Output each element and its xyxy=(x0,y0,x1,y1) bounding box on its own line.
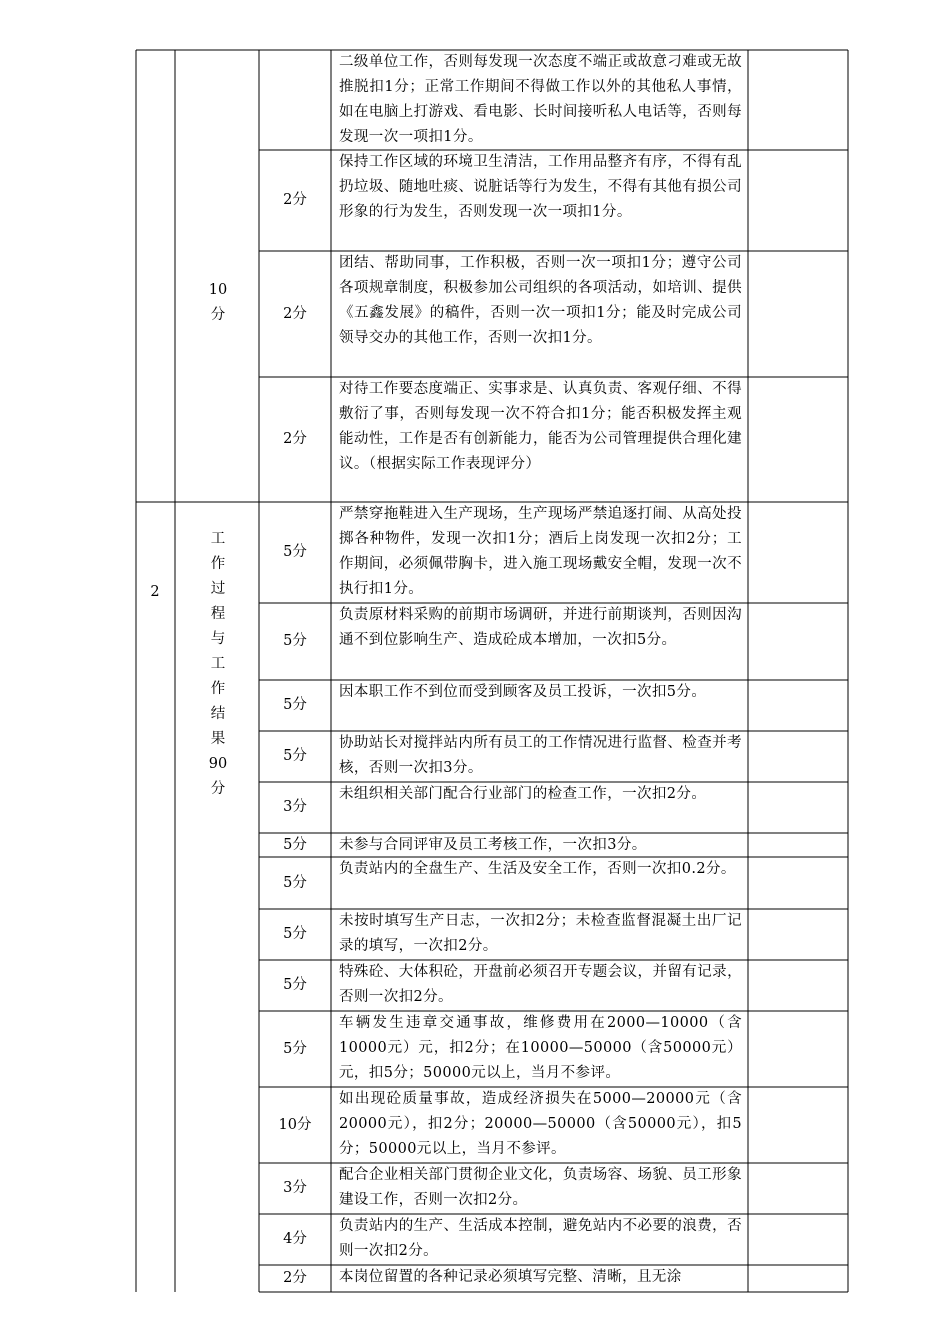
score-value: 2分 xyxy=(283,1270,307,1286)
criteria-text: 未按时填写生产日志，一次扣2分；未检查监督混凝土出厂记录的填写，一次扣2分。 xyxy=(339,913,742,954)
criteria-text: 未组织相关部门配合行业部门的检查工作，一次扣2分。 xyxy=(339,786,707,802)
criteria-text: 团结、帮助同事，工作积极，否则一次一项扣1分；遵守公司各项规章制度，积极参加公司组织的各项活动，如培训、提供《五鑫发展》的稿件，否则一次一项扣1分；能及时完成公司领导交办的其他工作，否则一次扣1分。 xyxy=(339,255,742,346)
criteria-text: 负责站内的生产、生活成本控制，避免站内不必要的浪费，否则一次扣2分。 xyxy=(339,1218,742,1259)
score-value: 3分 xyxy=(283,799,307,815)
category-title-char: 90 xyxy=(208,756,228,772)
category-title-char: 分 xyxy=(210,781,226,797)
criteria-text: 对待工作要态度端正、实事求是、认真负责、客观仔细、不得敷衍了事，否则每发现一次不符合扣1分；能否积极发挥主观能动性，工作是否有创新能力，能否为公司管理提供合理化建议。（根据实际工作表现评分） xyxy=(339,381,742,472)
criteria-text: 配合企业相关部门贯彻企业文化，负责场容、场貌、员工形象建设工作，否则一次扣2分。 xyxy=(339,1167,742,1208)
category-score-line: 分 xyxy=(210,307,226,323)
score-value: 5分 xyxy=(283,697,307,713)
score-value: 5分 xyxy=(283,544,307,560)
criteria-text: 负责站内的全盘生产、生活及安全工作，否则一次扣0.2分。 xyxy=(339,861,736,877)
category-title-char: 作 xyxy=(210,681,226,697)
criteria-text: 二级单位工作，否则每发现一次态度不端正或故意刁难或无故推脱扣1分；正常工作期间不得做工作以外的其他私人事情，如在电脑上打游戏、看电影、长时间接听私人电话等，否则每发现一次一项扣1分。 xyxy=(339,54,742,145)
score-value: 2分 xyxy=(283,431,307,447)
score-value: 4分 xyxy=(283,1231,307,1247)
criteria-text: 车辆发生违章交通事故，维修费用在2000—10000（含10000元）元，扣2分；在10000—50000（含50000元）元，扣5分；50000元以上，当月不参评。 xyxy=(339,1015,742,1081)
category-score-line: 10 xyxy=(208,282,228,298)
category-title-char: 工 xyxy=(210,656,226,672)
score-value: 5分 xyxy=(283,926,307,942)
score-value: 2分 xyxy=(283,192,307,208)
score-value: 5分 xyxy=(283,837,307,853)
category-title-char: 结 xyxy=(210,706,226,722)
score-value: 5分 xyxy=(283,748,307,764)
criteria-text: 协助站长对搅拌站内所有员工的工作情况进行监督、检查并考核，否则一次扣3分。 xyxy=(339,735,742,776)
criteria-text: 因本职工作不到位而受到顾客及员工投诉，一次扣5分。 xyxy=(339,684,707,700)
category-title-char: 作 xyxy=(210,556,226,572)
criteria-text: 负责原材料采购的前期市场调研，并进行前期谈判，否则因沟通不到位影响生产、造成砼成本增加，一次扣5分。 xyxy=(339,607,742,648)
criteria-text: 严禁穿拖鞋进入生产现场，生产现场严禁追逐打闹、从高处投掷各种物件，发现一次扣1分；酒后上岗发现一次扣2分；工作期间，必须佩带胸卡，进入施工现场戴安全帽，发现一次不执行扣1分。 xyxy=(339,506,742,597)
category-title-char: 过 xyxy=(210,581,226,597)
score-value: 10分 xyxy=(278,1117,312,1133)
score-value: 3分 xyxy=(283,1180,307,1196)
score-value: 5分 xyxy=(283,633,307,649)
score-value: 5分 xyxy=(283,1041,307,1057)
criteria-text: 保持工作区域的环境卫生清洁，工作用品整齐有序，不得有乱扔垃圾、随地吐痰、说脏话等行为发生，不得有其他有损公司形象的行为发生，否则发现一次一项扣1分。 xyxy=(339,154,742,220)
section-number: 2 xyxy=(150,584,160,600)
criteria-text: 特殊砼、大体积砼，开盘前必须召开专题会议，并留有记录，否则一次扣2分。 xyxy=(339,964,742,1005)
category-title-char: 果 xyxy=(210,731,226,747)
category-score-10 xyxy=(180,278,256,328)
category-title-work-process xyxy=(180,527,256,802)
score-value: 2分 xyxy=(283,306,307,322)
criteria-text: 本岗位留置的各种记录必须填写完整、清晰，且无涂 xyxy=(339,1269,682,1285)
score-value: 5分 xyxy=(283,977,307,993)
category-title-char: 工 xyxy=(210,531,226,547)
criteria-text: 如出现砼质量事故，造成经济损失在5000—20000元（含20000元），扣2分；20000—50000（含50000元），扣5分；50000元以上，当月不参评。 xyxy=(339,1091,742,1157)
criteria-text: 未参与合同评审及员工考核工作，一次扣3分。 xyxy=(339,837,647,853)
score-value: 5分 xyxy=(283,875,307,891)
category-title-char: 程 xyxy=(210,606,226,622)
category-title-char: 与 xyxy=(210,631,226,647)
